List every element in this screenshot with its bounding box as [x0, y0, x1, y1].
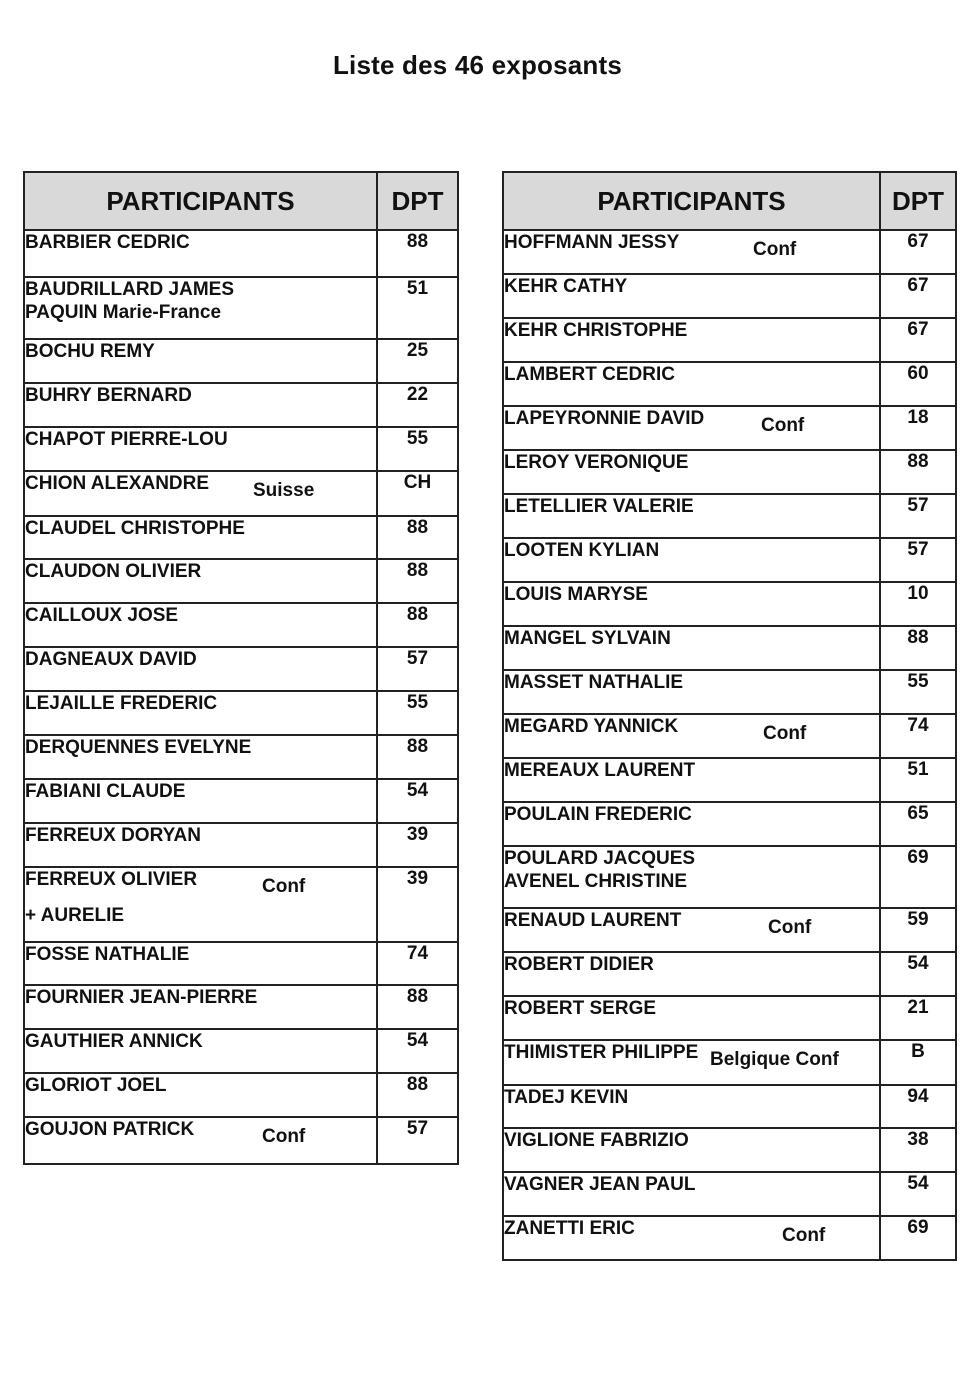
participant-name-cell — [503, 362, 880, 406]
participant-name: THIMISTER PHILIPPE — [504, 1042, 699, 1063]
participant-name: ROBERT DIDIER — [504, 954, 654, 975]
participant-name: FABIANI CLAUDE — [25, 781, 186, 802]
table-row — [24, 471, 458, 516]
table-row — [503, 406, 956, 450]
department-cell: 54 — [880, 1172, 956, 1216]
participant-name: FOURNIER JEAN-PIERRE — [25, 987, 258, 1008]
table-row — [503, 362, 956, 406]
participant-name: BUHRY BERNARD — [25, 385, 192, 406]
participant-name-cell — [24, 942, 377, 985]
participant-name-cell — [24, 779, 377, 823]
participant-note: Conf — [782, 1225, 826, 1246]
participant-name-cell — [24, 1073, 377, 1117]
table-row — [24, 735, 458, 779]
participant-name-cell — [24, 823, 377, 867]
department-cell: 69 — [880, 1216, 956, 1260]
table-row — [503, 714, 956, 758]
department-cell: 54 — [377, 1029, 458, 1073]
participant-name: FOSSE NATHALIE — [25, 944, 190, 965]
participant-name: CHAPOT PIERRE-LOU — [25, 429, 228, 450]
participant-name: LAPEYRONNIE DAVID — [504, 408, 705, 429]
participant-name: LOUIS MARYSE — [504, 584, 648, 605]
table-header-row — [503, 172, 956, 230]
department-cell: 88 — [377, 230, 458, 277]
participant-note: Conf — [761, 415, 805, 436]
department-cell: 18 — [880, 406, 956, 450]
participant-name: FERREUX OLIVIER — [25, 869, 198, 890]
participant-name: GAUTHIER ANNICK — [25, 1031, 203, 1052]
participant-name: TADEJ KEVIN — [504, 1087, 629, 1108]
participant-name: CHION ALEXANDRE — [25, 473, 210, 494]
participant-name-cell — [24, 603, 377, 647]
department-cell: 59 — [880, 908, 956, 952]
page-title: Liste des 46 exposants — [332, 50, 623, 80]
participant-name-second-line: AVENEL CHRISTINE — [504, 871, 687, 892]
participant-name: FERREUX DORYAN — [25, 825, 201, 846]
table-row — [24, 559, 458, 603]
participant-note: Conf — [768, 917, 812, 938]
table-row — [503, 908, 956, 952]
participant-name-cell — [503, 274, 880, 318]
participant-name: MEGARD YANNICK — [504, 716, 679, 737]
participant-name-cell — [503, 406, 880, 450]
participant-note: Conf — [262, 876, 306, 897]
participant-name: BOCHU REMY — [25, 341, 155, 362]
participant-name: MASSET NATHALIE — [504, 672, 684, 693]
participant-name: RENAUD LAURENT — [504, 910, 682, 931]
table-row — [503, 450, 956, 494]
department-cell: 60 — [880, 362, 956, 406]
table-row — [24, 823, 458, 867]
table-row — [503, 626, 956, 670]
department-cell: 67 — [880, 274, 956, 318]
participant-name-cell — [503, 494, 880, 538]
participant-name-cell — [24, 383, 377, 427]
table-row — [503, 996, 956, 1040]
table-row — [24, 691, 458, 735]
table-row — [503, 538, 956, 582]
participant-note: Belgique Conf — [710, 1049, 839, 1070]
table-row — [24, 383, 458, 427]
department-cell: 39 — [377, 823, 458, 867]
department-cell: 94 — [880, 1085, 956, 1128]
department-cell: 69 — [880, 846, 956, 908]
participant-note: Conf — [763, 723, 807, 744]
table-row — [24, 427, 458, 471]
department-cell: 88 — [377, 985, 458, 1029]
table-row — [503, 582, 956, 626]
table-row — [24, 647, 458, 691]
department-cell: B — [880, 1040, 956, 1085]
participant-name: CLAUDEL CHRISTOPHE — [25, 518, 245, 539]
table-header-row — [24, 172, 458, 230]
department-cell: 55 — [377, 427, 458, 471]
department-cell: 88 — [377, 1073, 458, 1117]
participant-name-cell — [503, 758, 880, 802]
participant-name: CLAUDON OLIVIER — [25, 561, 202, 582]
participant-note: Suisse — [253, 480, 315, 501]
participant-name: POULAIN FREDERIC — [504, 804, 692, 825]
participant-name: GOUJON PATRICK — [25, 1119, 195, 1140]
participant-name-cell — [24, 230, 377, 277]
department-cell: 55 — [377, 691, 458, 735]
participant-note: Conf — [753, 239, 797, 260]
participant-name-cell — [503, 230, 880, 274]
table-row — [24, 985, 458, 1029]
table-row — [503, 1040, 956, 1085]
department-cell: 74 — [880, 714, 956, 758]
participant-name-cell — [503, 1128, 880, 1172]
participant-name-cell — [503, 538, 880, 582]
department-cell: 39 — [377, 867, 458, 942]
participant-name: LAMBERT CEDRIC — [504, 364, 675, 385]
table-row — [24, 277, 458, 339]
participant-name-cell — [503, 1172, 880, 1216]
table-row — [24, 867, 458, 942]
participant-name-cell — [503, 1216, 880, 1260]
table-row — [503, 274, 956, 318]
participant-name: LEJAILLE FREDERIC — [25, 693, 218, 714]
department-cell: 88 — [377, 603, 458, 647]
participant-name: HOFFMANN JESSY — [504, 232, 680, 253]
participant-name-second-line: + AURELIE — [25, 905, 125, 926]
department-cell: 51 — [377, 277, 458, 339]
participant-name: LETELLIER VALERIE — [504, 496, 694, 517]
department-cell: 54 — [377, 779, 458, 823]
department-cell: 88 — [377, 559, 458, 603]
table-row — [503, 494, 956, 538]
participant-name: KEHR CATHY — [504, 276, 628, 297]
department-cell: 55 — [880, 670, 956, 714]
participant-name-cell — [24, 339, 377, 383]
participant-name: BAUDRILLARD JAMES — [25, 279, 234, 300]
table-row — [503, 1085, 956, 1128]
participant-name-cell — [24, 691, 377, 735]
participant-name: MEREAUX LAURENT — [504, 760, 696, 781]
department-cell: 88 — [377, 516, 458, 559]
table-row — [24, 603, 458, 647]
participants-column-header: PARTICIPANTS — [503, 172, 880, 230]
participants-table-right — [502, 171, 957, 1261]
participant-name-cell — [24, 867, 377, 942]
table-row — [24, 339, 458, 383]
table-row — [503, 318, 956, 362]
participants-table-left — [23, 171, 459, 1165]
department-cell: 74 — [377, 942, 458, 985]
participant-name: LEROY VERONIQUE — [504, 452, 689, 473]
department-cell: 88 — [377, 735, 458, 779]
participant-name-cell — [24, 1117, 377, 1164]
participants-column-header: PARTICIPANTS — [24, 172, 377, 230]
department-cell: 57 — [880, 494, 956, 538]
dpt-column-header: DPT — [377, 172, 458, 230]
department-cell: 88 — [880, 626, 956, 670]
department-cell: CH — [377, 471, 458, 516]
participant-name-cell — [503, 450, 880, 494]
department-cell: 22 — [377, 383, 458, 427]
table-row — [24, 230, 458, 277]
participant-name-cell — [24, 471, 377, 516]
table-row — [503, 952, 956, 996]
participant-name: POULARD JACQUES — [504, 848, 696, 869]
participant-name-cell — [24, 735, 377, 779]
participant-name-cell — [24, 516, 377, 559]
table-row — [503, 670, 956, 714]
participant-name: LOOTEN KYLIAN — [504, 540, 660, 561]
participant-name: VAGNER JEAN PAUL — [504, 1174, 696, 1195]
participant-name: ZANETTI ERIC — [504, 1218, 635, 1239]
participant-name-cell — [24, 559, 377, 603]
participant-name: DAGNEAUX DAVID — [25, 649, 197, 670]
department-cell: 10 — [880, 582, 956, 626]
participant-note: Conf — [262, 1126, 306, 1147]
participant-name-cell — [503, 626, 880, 670]
participant-name-cell — [503, 846, 880, 908]
department-cell: 67 — [880, 318, 956, 362]
department-cell: 25 — [377, 339, 458, 383]
participant-name-cell — [503, 908, 880, 952]
participant-name-cell — [24, 277, 377, 339]
table-row — [24, 779, 458, 823]
participant-name-cell — [24, 647, 377, 691]
participant-name-cell — [24, 427, 377, 471]
participant-name: MANGEL SYLVAIN — [504, 628, 671, 649]
table-row — [503, 1128, 956, 1172]
participant-name: CAILLOUX JOSE — [25, 605, 179, 626]
participant-name-cell — [503, 318, 880, 362]
participant-name-cell — [24, 1029, 377, 1073]
department-cell: 57 — [377, 647, 458, 691]
participant-name-cell — [503, 996, 880, 1040]
department-cell: 54 — [880, 952, 956, 996]
department-cell: 88 — [880, 450, 956, 494]
participant-name-cell — [503, 1040, 880, 1085]
department-cell: 38 — [880, 1128, 956, 1172]
department-cell: 21 — [880, 996, 956, 1040]
department-cell: 57 — [880, 538, 956, 582]
department-cell: 57 — [377, 1117, 458, 1164]
participant-name-cell — [24, 985, 377, 1029]
table-row — [24, 1029, 458, 1073]
department-cell: 51 — [880, 758, 956, 802]
participant-name: KEHR CHRISTOPHE — [504, 320, 688, 341]
participant-name-cell — [503, 582, 880, 626]
participant-name-cell — [503, 802, 880, 846]
participant-name: BARBIER CEDRIC — [25, 232, 190, 253]
table-row — [503, 1216, 956, 1260]
participant-name-cell — [503, 952, 880, 996]
table-row — [503, 802, 956, 846]
participant-name: DERQUENNES EVELYNE — [25, 737, 252, 758]
participant-name-cell — [503, 714, 880, 758]
participant-name: VIGLIONE FABRIZIO — [504, 1130, 689, 1151]
table-row — [24, 942, 458, 985]
table-row — [24, 516, 458, 559]
table-row — [503, 1172, 956, 1216]
table-row — [24, 1073, 458, 1117]
table-row — [503, 758, 956, 802]
table-row — [24, 1117, 458, 1164]
table-row — [503, 230, 956, 274]
participant-name-cell — [503, 670, 880, 714]
participant-name-cell — [503, 1085, 880, 1128]
department-cell: 67 — [880, 230, 956, 274]
department-cell: 65 — [880, 802, 956, 846]
participant-name: GLORIOT JOEL — [25, 1075, 167, 1096]
participant-name-second-line: PAQUIN Marie-France — [25, 302, 222, 323]
table-row — [503, 846, 956, 908]
dpt-column-header: DPT — [880, 172, 956, 230]
participant-name: ROBERT SERGE — [504, 998, 657, 1019]
